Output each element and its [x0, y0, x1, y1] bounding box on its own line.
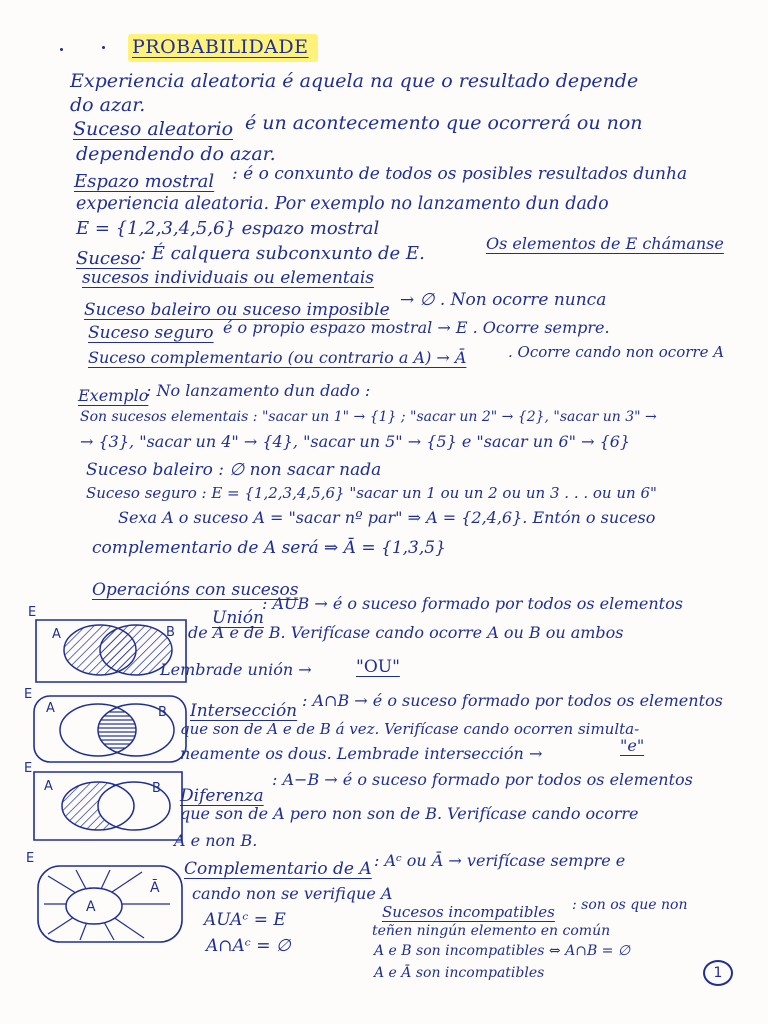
- term-suceso-aleatorio: Suceso aleatorio: [73, 118, 234, 140]
- union-label-e: E: [28, 605, 37, 620]
- difference-label-a: A: [44, 779, 53, 794]
- incompatibles-line2: teñen ningún elemento en común: [372, 923, 611, 939]
- complement-label-e: E: [26, 851, 35, 866]
- complement-label-a: A: [86, 899, 96, 915]
- example-line3: → {3}, "sacar un 4" → {4}, "sacar un 5" → {5} e "sacar un 6" → {6}: [80, 432, 631, 451]
- incompatibles-line3: A e B son incompatibles ⇔ A∩B = ∅: [374, 943, 631, 959]
- def-suceso-complementario: . Ocorre cando non ocorre A: [508, 343, 725, 361]
- term-diferenza: Diferenza: [180, 786, 264, 806]
- interseccion-keyword: "e": [620, 736, 645, 755]
- term-suceso-baleiro: Suceso baleiro ou suceso imposible: [84, 300, 390, 320]
- def-suceso-line1b: Os elementos de E chámanse: [486, 234, 724, 253]
- complement-formula-intersection: A∩Aᶜ = ∅: [206, 936, 291, 956]
- diferenza-line2: que son de A pero non son de B. Verifícase cando ocorre: [180, 804, 639, 823]
- term-interseccion: Intersección: [190, 701, 298, 721]
- diferenza-line3: A e non B.: [174, 831, 258, 850]
- page-title: PROBABILIDADE: [132, 36, 309, 58]
- complementario-line2: cando non se verifique A: [192, 884, 393, 903]
- def-experiencia-line1: Experiencia aleatoria é aquela na que o resultado depende: [70, 70, 639, 92]
- difference-label-b: B: [152, 781, 161, 796]
- example-line6: Sexa A o suceso A = "sacar nº par" ⇒ A = {2,4,6}. Entón o suceso: [118, 508, 656, 527]
- intersection-label-e: E: [24, 687, 33, 702]
- term-espazo-mostral: Espazo mostral: [74, 171, 215, 192]
- interseccion-line1: : A∩B → é o suceso formado por todos os elementos: [302, 691, 723, 710]
- margin-dot: [102, 46, 105, 49]
- term-sucesos-incompatibles: Sucesos incompatibles: [382, 903, 555, 921]
- def-suceso-aleatorio-line2: dependendo do azar.: [76, 143, 276, 165]
- term-union: Unión: [212, 608, 264, 628]
- incompatibles-line1: : son os que non: [572, 897, 688, 913]
- complementario-line1: : Aᶜ ou Ā → verifícase sempre e: [374, 851, 626, 870]
- example-line5: Suceso seguro : E = {1,2,3,4,5,6} "sacar un 1 ou un 2 ou un 3 . . . ou un 6": [86, 484, 657, 502]
- interseccion-line2: que son de A e de B á vez. Verifícase cando ocorren simulta-: [180, 720, 640, 738]
- term-suceso-complementario: Suceso complementario (ou contrario a A) → Ā: [88, 348, 467, 367]
- complement-formula-union: AUAᶜ = E: [204, 910, 286, 930]
- union-line3: Lembrade unión →: [160, 660, 312, 679]
- example-label: Exemplo: [78, 386, 149, 405]
- page-number: 1: [703, 960, 733, 986]
- def-suceso-line2: sucesos individuais ou elementais: [82, 268, 375, 288]
- term-complementario: Complementario de A: [184, 859, 372, 879]
- term-suceso-seguro: Suceso seguro: [88, 323, 214, 343]
- union-line2: de A e de B. Verifícase cando ocorre A ou B ou ambos: [188, 623, 624, 642]
- diferenza-line1: : A−B → é o suceso formado por todos os elementos: [272, 770, 693, 789]
- difference-label-e: E: [24, 761, 33, 776]
- def-espazo-line3: E = {1,2,3,4,5,6} espazo mostral: [76, 218, 380, 239]
- union-keyword: "OU": [356, 657, 400, 677]
- interseccion-line3: neamente os dous. Lembrade intersección →: [180, 744, 543, 763]
- margin-dot: [60, 48, 63, 51]
- def-suceso-line1a: : É calquera subconxunto de E.: [140, 243, 425, 264]
- def-suceso-baleiro: → ∅ . Non ocorre nunca: [400, 290, 607, 310]
- union-label-b: B: [166, 625, 175, 640]
- def-suceso-aleatorio-line1: é un acontecemento que ocorrerá ou non: [245, 112, 643, 134]
- term-suceso: Suceso: [76, 248, 141, 269]
- union-line1: : AUB → é o suceso formado por todos os elementos: [262, 594, 683, 613]
- complement-label-abar: Ā: [150, 880, 160, 896]
- def-experiencia-line2: do azar.: [70, 94, 146, 116]
- difference-venn-diagram: [24, 761, 184, 844]
- intersection-label-a: A: [46, 701, 55, 716]
- def-suceso-seguro: é o propio espazo mostral → E . Ocorre sempre.: [223, 318, 610, 337]
- incompatibles-line4: A e Ā son incompatibles: [374, 965, 545, 981]
- example-line4: Suceso baleiro : ∅ non sacar nada: [86, 460, 382, 480]
- example-line1: : No lanzamento dun dado :: [146, 381, 371, 400]
- example-line7: complementario de A será ⇒ Ā = {1,3,5}: [92, 538, 446, 558]
- def-espazo-line1: : é o conxunto de todos os posibles resultados dunha: [232, 164, 688, 184]
- intersection-label-b: B: [158, 705, 167, 720]
- complement-venn-diagram: [26, 852, 186, 946]
- intersection-venn-diagram: [24, 686, 189, 764]
- example-line2: Son sucesos elementais : "sacar un 1" → {1} ; "sacar un 2" → {2}, "sacar un 3" →: [80, 409, 657, 425]
- union-label-a: A: [52, 627, 61, 642]
- def-espazo-line2: experiencia aleatoria. Por exemplo no lanzamento dun dado: [76, 194, 609, 214]
- operations-heading: Operacións con sucesos: [92, 580, 299, 600]
